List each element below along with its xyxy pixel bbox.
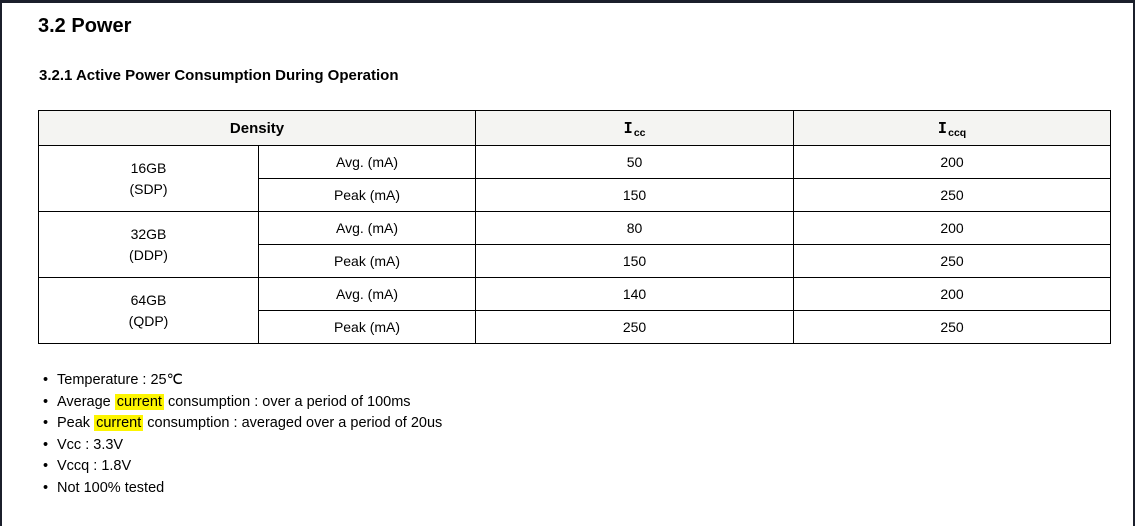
icc-value-cell: 150 <box>476 179 794 212</box>
table-row <box>39 278 1111 311</box>
icc-value-cell: 50 <box>476 146 794 179</box>
note-text: consumption : averaged over a period of 20us <box>143 415 443 431</box>
density-line1: 16GB <box>130 159 167 176</box>
metric-cell: Avg. (mA) <box>259 212 476 245</box>
icc-symbol: I <box>623 119 633 137</box>
table-row <box>39 212 1111 245</box>
power-consumption-table <box>38 110 1111 344</box>
notes-list <box>38 370 1112 499</box>
metric-cell: Peak (mA) <box>259 245 476 278</box>
note-text: Vcc : 3.3V <box>57 436 124 453</box>
subsection-title: 3.2.1 Active Power Consumption During Operation <box>39 67 399 84</box>
density-cell-16gb <box>39 146 259 212</box>
density-line2: (DDP) <box>129 246 168 263</box>
note-not-tested <box>43 478 1112 500</box>
section-title: 3.2 Power <box>38 15 132 37</box>
density-line1: 64GB <box>130 291 167 308</box>
note-text: Not 100% tested <box>57 479 165 496</box>
note-average-current <box>43 392 1112 414</box>
density-line2: (SDP) <box>129 180 168 197</box>
note-text: Peak <box>57 415 95 431</box>
icc-value-cell: 250 <box>476 311 794 344</box>
metric-cell: Peak (mA) <box>259 311 476 344</box>
note-vccq <box>43 456 1112 478</box>
table-header-row <box>39 111 1111 146</box>
iccq-value-cell: 250 <box>794 245 1111 278</box>
density-line2: (QDP) <box>128 312 169 329</box>
highlight-current: current <box>116 393 162 410</box>
iccq-value-cell: 200 <box>794 146 1111 179</box>
note-text: Vccq : 1.8V <box>57 458 132 474</box>
note-text: Temperature : 25℃ <box>57 372 183 388</box>
iccq-value-cell: 250 <box>794 311 1111 344</box>
note-vcc <box>43 435 1112 457</box>
note-text: Average <box>57 393 115 410</box>
header-icc <box>476 111 794 146</box>
metric-cell: Avg. (mA) <box>259 146 476 179</box>
metric-cell: Peak (mA) <box>259 179 476 212</box>
iccq-value-cell: 200 <box>794 278 1111 311</box>
note-text: consumption : over a period of 100ms <box>163 393 411 410</box>
icc-value-cell: 150 <box>476 245 794 278</box>
iccq-value-cell: 250 <box>794 179 1111 212</box>
icc-value-cell: 80 <box>476 212 794 245</box>
icc-value-cell: 140 <box>476 278 794 311</box>
density-cell-32gb <box>39 212 259 278</box>
iccq-subscript: ccq <box>948 127 967 139</box>
density-cell-64gb <box>39 278 259 344</box>
metric-cell: Avg. (mA) <box>259 278 476 311</box>
icc-subscript: cc <box>633 127 646 139</box>
highlight-current: current <box>96 415 142 431</box>
header-iccq <box>794 111 1111 146</box>
note-peak-current <box>43 413 1112 435</box>
header-density: Density <box>39 111 476 146</box>
density-line1: 32GB <box>130 225 167 242</box>
iccq-value-cell: 200 <box>794 212 1111 245</box>
iccq-symbol: I <box>937 119 948 137</box>
table-row <box>39 146 1111 179</box>
note-temperature <box>43 370 1112 392</box>
